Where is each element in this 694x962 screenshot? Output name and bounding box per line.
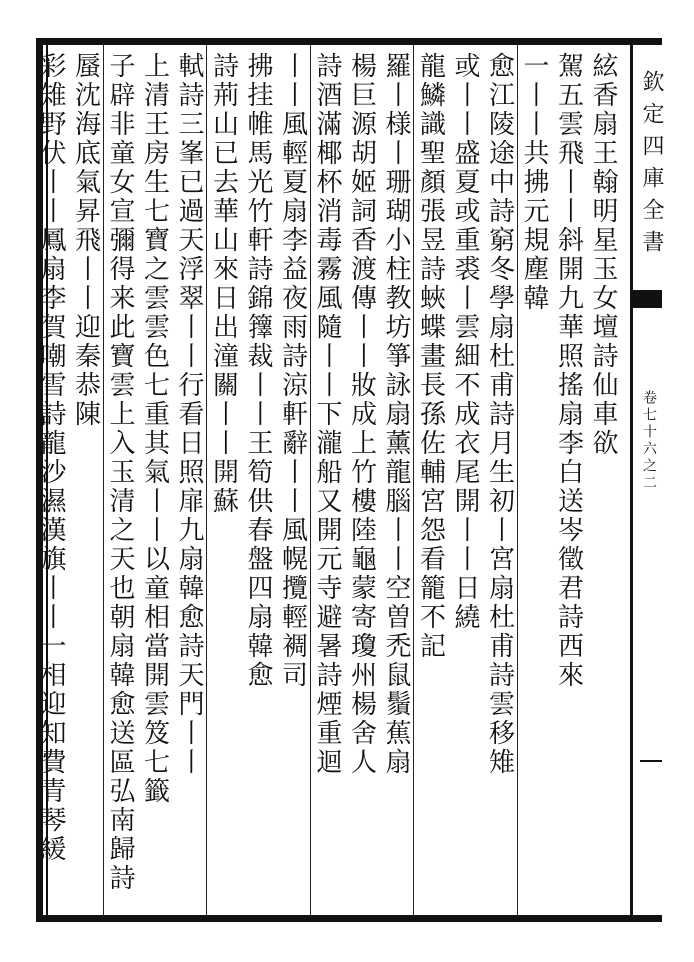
text-column: 詩荊山已去華山來日出潼關丨丨開蘇 xyxy=(208,52,239,516)
text-column: 上清王房生七寶之雲雲色七重其氣丨丨以童相當開雲笈七籤 xyxy=(139,52,170,806)
text-column: 或丨丨盛夏或重裘丨雲細不成衣尾開丨丨日繞 xyxy=(450,52,480,632)
column-rule xyxy=(413,45,414,916)
text-column: 絃香扇王翰明星玉女壇詩仙車欲 xyxy=(588,52,618,458)
column-rule xyxy=(206,45,207,916)
text-column: 丨丨風輕夏扇李益夜雨詩涼軒辭丨丨風幌攬輕裯司 xyxy=(277,52,308,690)
text-column: 拂挂帷馬光竹軒詩錦籜裁丨丨王筍供春盤四扇韓愈 xyxy=(243,52,273,690)
text-column: 楊巨源胡姬詞香渡傳丨丨妝成上竹樓陸龜蒙寄瓊州楊舍人 xyxy=(346,52,377,777)
text-column: 彩雉野伏丨丨鳳扇李賀嘲雪詩龍沙濕漢旗丨丨一相迎知費青琴緩 xyxy=(36,52,66,864)
text-column: 詩酒滿椰杯消毒霧風隨丨丨下瀧船又開元寺避暑詩煙重迴 xyxy=(312,52,342,777)
column-rule xyxy=(517,45,518,916)
column-rule xyxy=(103,45,104,916)
text-column: 龍鱗識聖顏張昱詩蛺蝶畫長孫佐輔宮怨看籠不記 xyxy=(415,52,446,661)
text-column: 蜃沈海底氣昇飛丨丨迎秦恭陳 xyxy=(70,52,101,429)
text-column: 駕五雲飛丨丨斜開九華照搖扇李白送岑徵君詩西來 xyxy=(553,52,584,690)
text-column: 子辟非童女宣彌得来此寶雲上入玉清之天也朝扇韓愈送區弘南歸詩 xyxy=(105,52,135,893)
text-column: 軾詩三峯已過天浮翠丨丨行看日照扉九扇韓愈詩天門丨丨 xyxy=(174,52,204,777)
column-rule xyxy=(310,45,311,916)
text-column: 一丨丨共拂元規塵韓 xyxy=(519,52,549,313)
edge-volume-number: 卷七十六之二 xyxy=(641,390,657,492)
fish-tail-mark xyxy=(630,290,662,308)
text-column: 羅丨様丨珊瑚小柱教坊箏詠扇薰龍腦丨丨空曽禿鼠鬚蕉扇 xyxy=(381,52,411,777)
fish-tail-line xyxy=(640,760,662,762)
text-column: 愈江陵途中詩窮冬學扇杜甫詩月生初丨宮扇杜甫詩雲移雉 xyxy=(484,52,515,777)
edge-book-title: 欽定四庫全書 xyxy=(639,70,664,262)
